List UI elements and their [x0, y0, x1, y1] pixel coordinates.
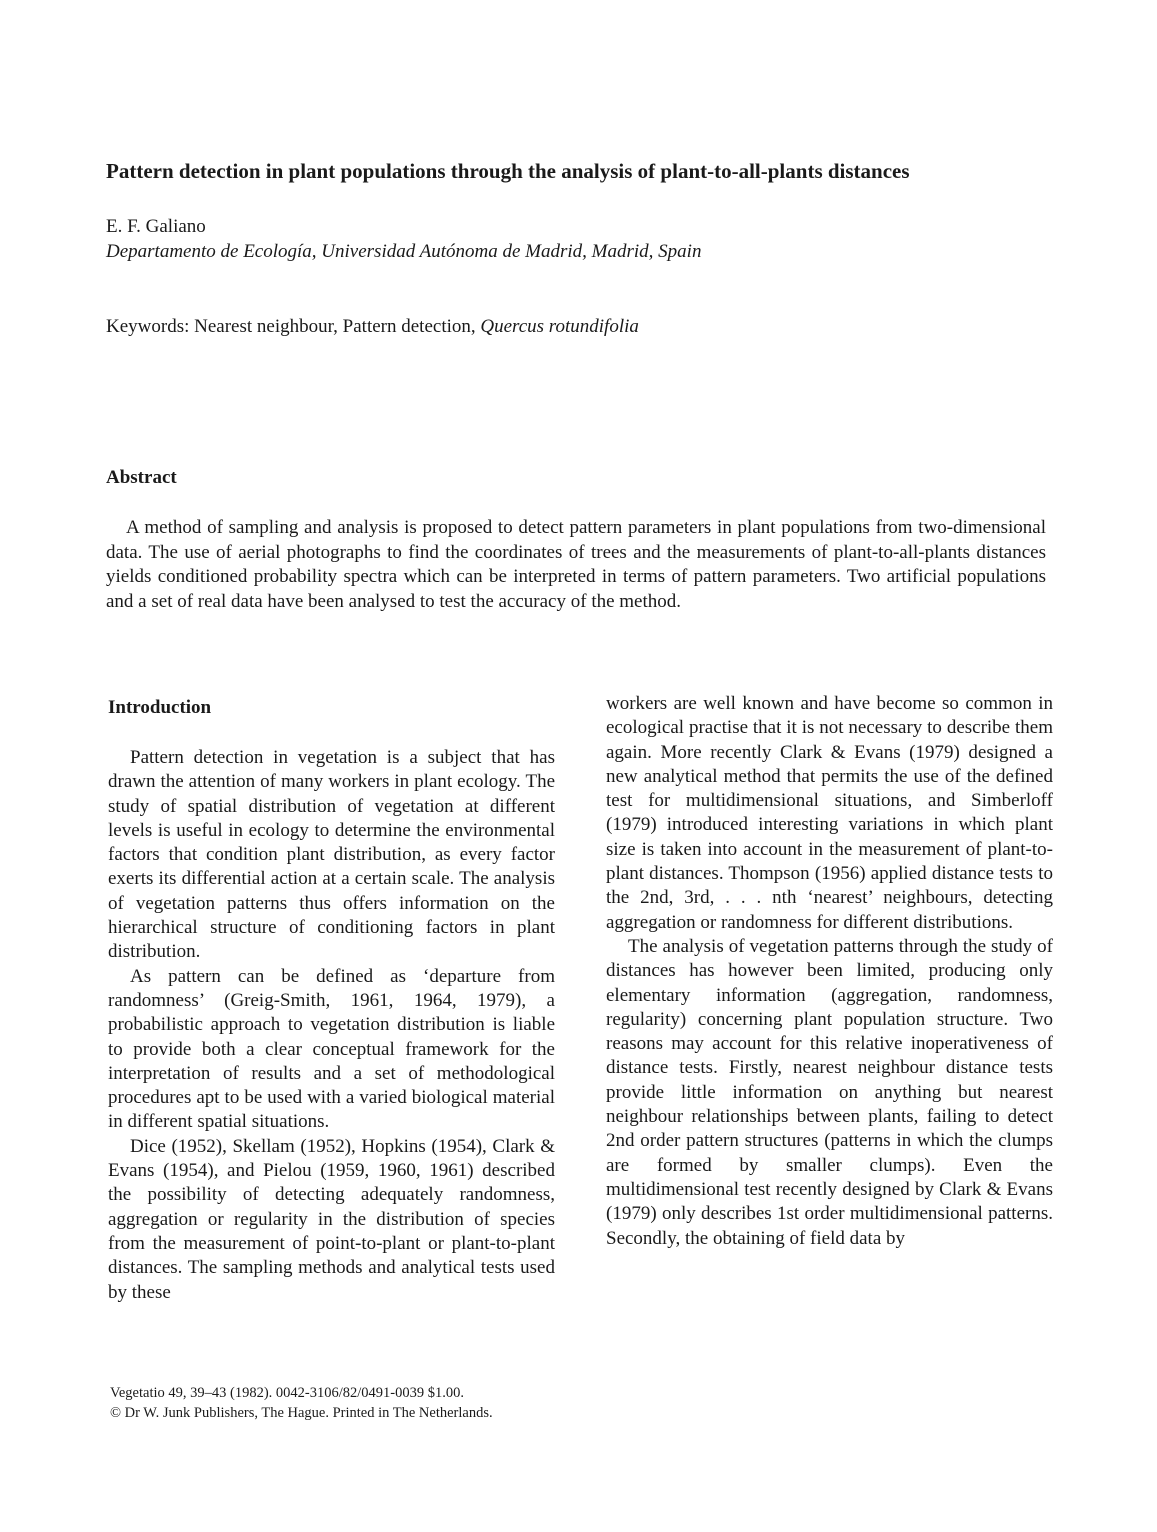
page-footer	[110, 1383, 493, 1423]
left-column	[108, 696, 555, 1305]
right-column	[606, 692, 1053, 1251]
abstract-text: A method of sampling and analysis is proposed to detect pattern parameters in plant populations from two-dimensional data. The use of aerial photographs to find the coordinates of trees and the measurements of plant-to-all-plants distances yields conditioned probability spectra which can be interpreted in terms of pattern parameters. Two artificial populations and a set of real data have been analysed to test the accuracy of the method.	[106, 517, 1046, 612]
introduction-heading: Introduction	[108, 697, 212, 718]
intro-paragraph: Pattern detection in vegetation is a subject that has drawn the attention of many workers in plant ecology. The study of spatial distribution of vegetation at different levels is useful in ecology to determine the environmental factors that condition plant distribution, as every factor exerts its differential action at a certain scale. The analysis of vegetation patterns thus offers information on the hierarchical structure of conditioning factors in plant distribution.	[108, 747, 555, 963]
abstract-heading: Abstract	[106, 467, 177, 488]
paper-title: Pattern detection in plant populations through the analysis of plant-to-all-plants distances	[106, 159, 910, 183]
author-affiliation: Departamento de Ecología, Universidad Autónoma de Madrid, Madrid, Spain	[106, 241, 702, 262]
citation-line: Vegetatio 49, 39–43 (1982). 0042-3106/82/0491-0039 $1.00.	[110, 1385, 465, 1401]
intro-paragraph-continued: workers are well known and have become so common in ecological practise that it is not necessary to describe them again. More recently Clark & Evans (1979) designed a new analytical method that permits the use of the defined test for multidimensional situations, and Simberloff (1979) introduced interesting variations in which plant size is taken into account in the measurement of plant-to-plant distances. Thompson (1956) applied distance tests to the 2nd, 3rd, . . . nth ‘nearest’ neighbours, detecting aggregation or randomness for different distributions.	[606, 693, 1053, 933]
keywords-species: Quercus rotundifolia	[480, 316, 639, 337]
intro-paragraph: The analysis of vegetation patterns through the study of distances has however been limited, producing only elementary information (aggregation, randomness, regularity) concerning plant population structure. Two reasons may account for this relative inoperativeness of distance tests. Firstly, nearest neighbour distance tests provide little information on anything but nearest neighbour relationships between plants, failing to detect 2nd order pattern structures (patterns in which the clumps are formed by smaller clumps). Even the multidimensional test recently designed by Clark & Evans (1979) only describes 1st order multidimensional patterns. Secondly, the obtaining of field data by	[606, 935, 1053, 1249]
author-name: E. F. Galiano	[106, 216, 206, 237]
keywords-label: Keywords: Nearest neighbour, Pattern detection,	[106, 316, 481, 337]
keywords	[106, 315, 639, 339]
copyright-line: © Dr W. Junk Publishers, The Hague. Printed in The Netherlands.	[110, 1405, 493, 1421]
intro-paragraph: As pattern can be defined as ‘departure from randomness’ (Greig-Smith, 1961, 1964, 1979), a probabilistic approach to vegetation distribution is liable to provide both a clear conceptual framework for the interpretation of results and a set of methodological procedures apt to be used with a varied biological material in different spatial situations.	[108, 965, 555, 1133]
intro-paragraph: Dice (1952), Skellam (1952), Hopkins (1954), Clark & Evans (1954), and Pielou (1959, 1960, 1961) described the possibility of detecting adequately randomness, aggregation or regularity in the distribution of species from the measurement of point-to-plant or plant-to-plant distances. The sampling methods and analytical tests used by these	[108, 1135, 555, 1303]
